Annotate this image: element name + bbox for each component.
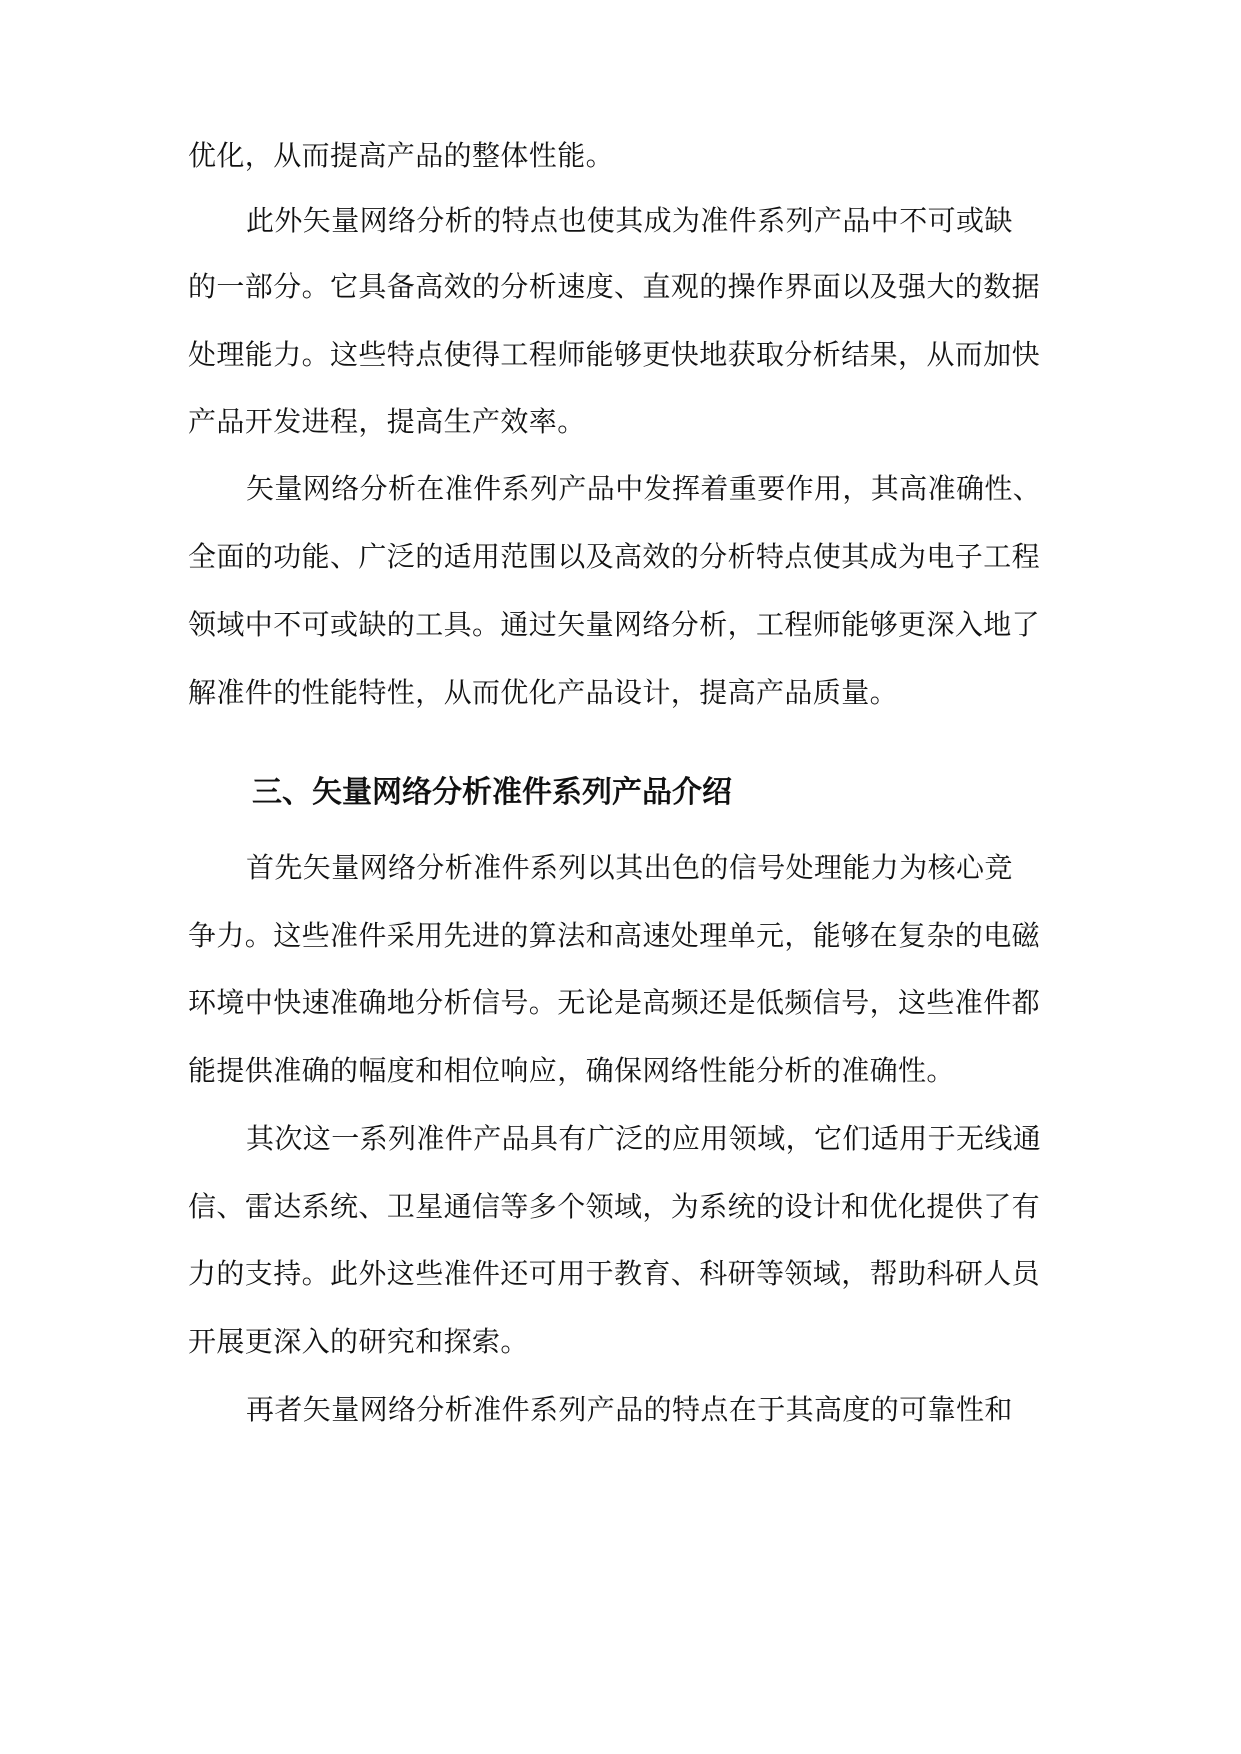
body-text-line: 环境中快速准确地分析信号。无论是高频还是低频信号，这些准件都 <box>188 986 1041 1019</box>
body-text-line: 处理能力。这些特点使得工程师能够更快地获取分析结果，从而加快 <box>188 338 1041 371</box>
body-text-line: 开展更深入的研究和探索。 <box>188 1325 529 1358</box>
body-text-line: 力的支持。此外这些准件还可用于教育、科研等领域，帮助科研人员 <box>188 1257 1041 1290</box>
body-text-line: 争力。这些准件采用先进的算法和高速处理单元，能够在复杂的电磁 <box>188 919 1041 952</box>
section-heading: 三、矢量网络分析准件系列产品介绍 <box>252 775 732 810</box>
body-text-line: 的一部分。它具备高效的分析速度、直观的操作界面以及强大的数据 <box>188 270 1041 303</box>
body-text-line: 产品开发进程，提高生产效率。 <box>188 405 586 438</box>
paragraph-first-line: 其次这一系列准件产品具有广泛的应用领域，它们适用于无线通 <box>246 1122 1042 1155</box>
paragraph-first-line: 矢量网络分析在准件系列产品中发挥着重要作用，其高准确性、 <box>246 472 1042 505</box>
paragraph-first-line: 首先矢量网络分析准件系列以其出色的信号处理能力为核心竞 <box>246 851 1013 884</box>
paragraph-first-line: 再者矢量网络分析准件系列产品的特点在于其高度的可靠性和 <box>246 1393 1013 1426</box>
body-text-line: 解准件的性能特性，从而优化产品设计，提高产品质量。 <box>188 676 899 709</box>
body-text-line: 信、雷达系统、卫星通信等多个领域，为系统的设计和优化提供了有 <box>188 1190 1041 1223</box>
body-text-line: 能提供准确的幅度和相位响应，确保网络性能分析的准确性。 <box>188 1054 955 1087</box>
body-text-line: 全面的功能、广泛的适用范围以及高效的分析特点使其成为电子工程 <box>188 540 1041 573</box>
paragraph-first-line: 此外矢量网络分析的特点也使其成为准件系列产品中不可或缺 <box>246 204 1013 237</box>
body-text-line: 领域中不可或缺的工具。通过矢量网络分析，工程师能够更深入地了 <box>188 608 1041 641</box>
body-text-line: 优化，从而提高产品的整体性能。 <box>188 139 615 172</box>
